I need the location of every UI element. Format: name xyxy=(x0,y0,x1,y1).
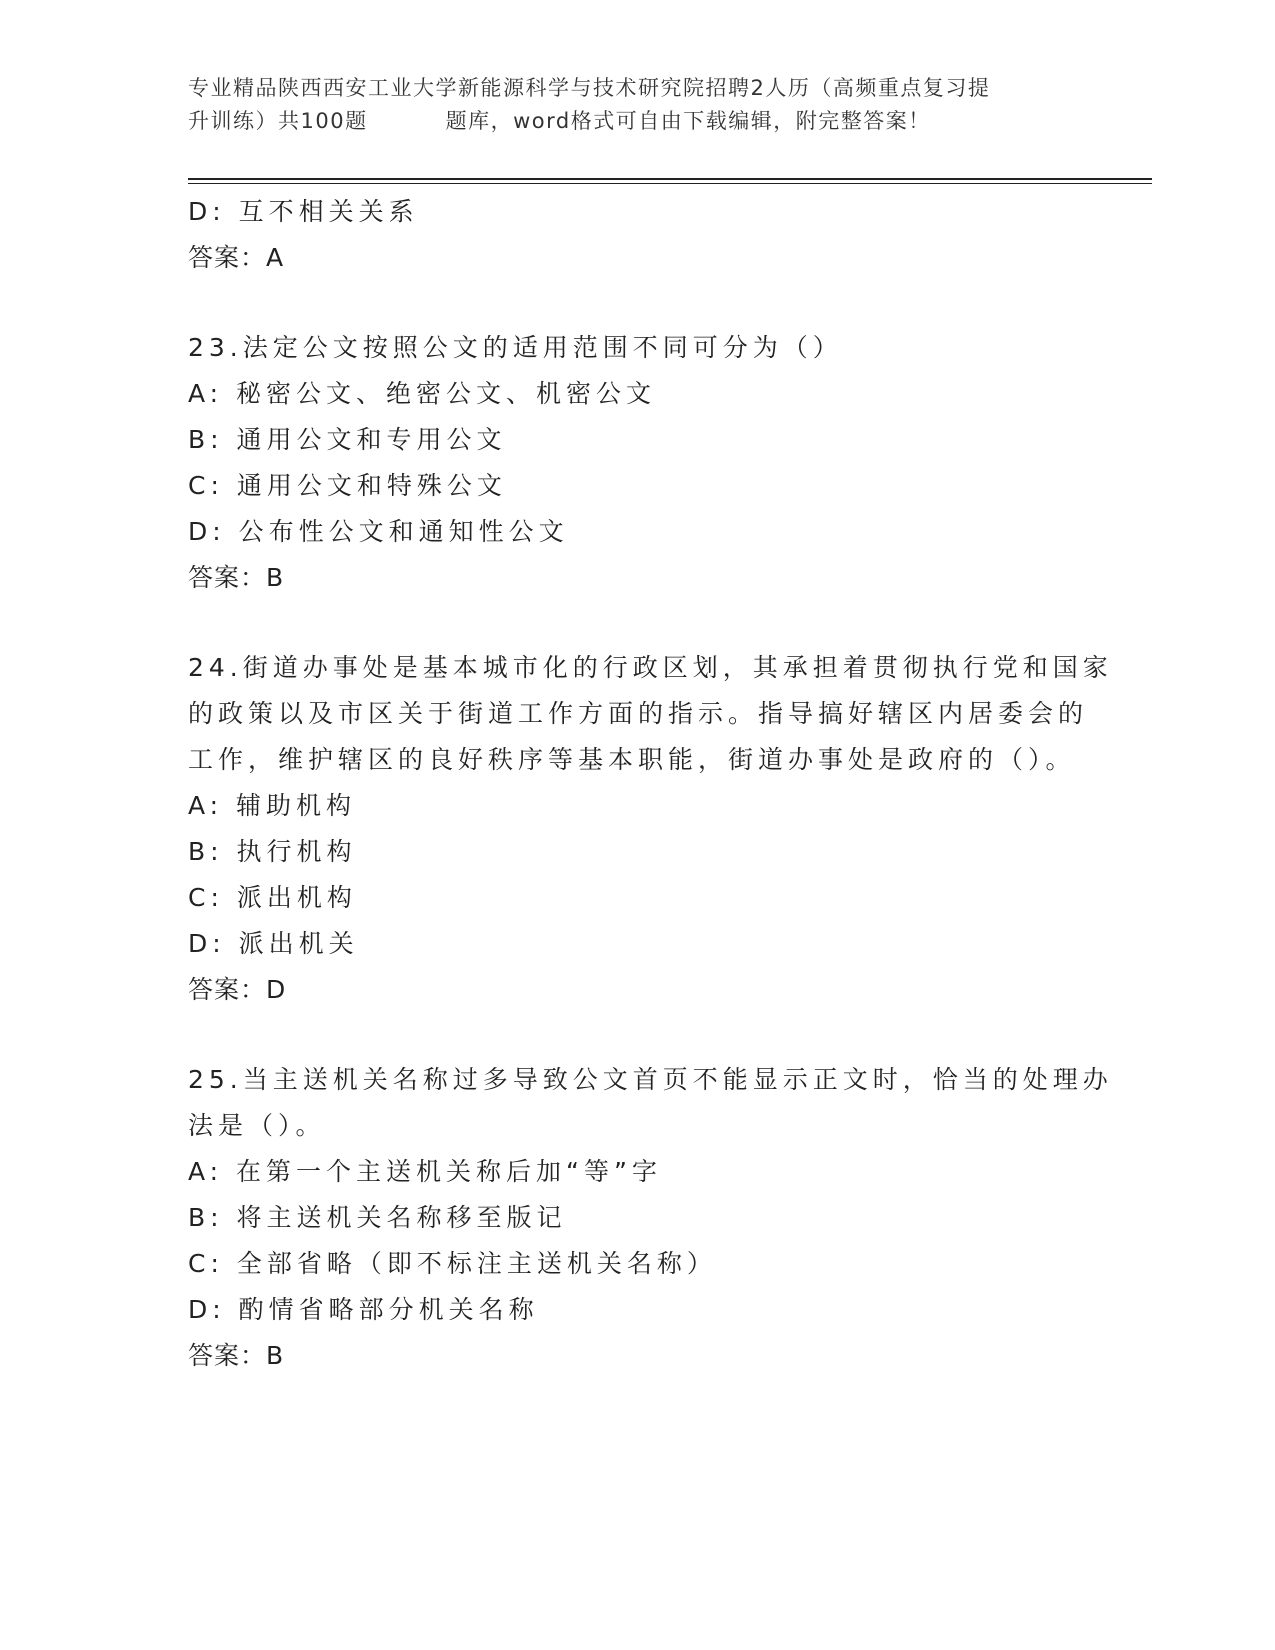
question-24 xyxy=(188,645,1113,1013)
question-stem-line: 25.当主送机关名称过多导致公文首页不能显示正文时，恰当的处理办 xyxy=(188,1065,1113,1094)
answer-line: 答案：D xyxy=(188,975,287,1004)
header-divider-thin xyxy=(188,183,1152,184)
question-stem-line: 的政策以及市区关于街道工作方面的指示。指导搞好辖区内居委会的 xyxy=(188,699,1089,728)
option-c: C: 派出机构 xyxy=(188,883,357,912)
answer-line: 答案：B xyxy=(188,1341,285,1370)
option-d: D: 互不相关关系 xyxy=(188,197,419,226)
header-line-1: 专业精品陕西西安工业大学新能源科学与技术研究院招聘2人历（高频重点复习提 xyxy=(188,76,991,100)
question-22-tail xyxy=(188,189,1088,281)
option-d: D: 酌情省略部分机关名称 xyxy=(188,1295,539,1324)
option-b: B: 将主送机关名称移至版记 xyxy=(188,1203,567,1232)
option-c: C: 全部省略（即不标注主送机关名称） xyxy=(188,1249,717,1278)
option-d: D: 派出机关 xyxy=(188,929,359,958)
option-b: B: 通用公文和专用公文 xyxy=(188,425,507,454)
question-stem-line: 工作，维护辖区的良好秩序等基本职能，街道办事处是政府的（）。 xyxy=(188,745,1076,774)
option-c: C: 通用公文和特殊公文 xyxy=(188,471,507,500)
question-stem-line: 24.街道办事处是基本城市化的行政区划，其承担着贯彻执行党和国家 xyxy=(188,653,1113,682)
option-a: A: 秘密公文、绝密公文、机密公文 xyxy=(188,379,657,408)
question-25 xyxy=(188,1057,1113,1379)
header-line-2-left: 升训练）共100题 xyxy=(188,109,368,133)
document-body xyxy=(188,189,1113,1379)
question-stem-line: 23.法定公文按照公文的适用范围不同可分为（） xyxy=(188,333,843,362)
header-line-2-right: 题库，word格式可自由下载编辑，附完整答案！ xyxy=(445,109,931,133)
header-divider-thick xyxy=(188,178,1152,180)
option-d: D: 公布性公文和通知性公文 xyxy=(188,517,569,546)
question-23 xyxy=(188,325,1088,601)
option-b: B: 执行机构 xyxy=(188,837,357,866)
document-header xyxy=(188,72,1088,138)
answer-line: 答案：B xyxy=(188,563,285,592)
header-line-2 xyxy=(188,105,1088,138)
option-a: A: 在第一个主送机关称后加“等”字 xyxy=(188,1157,662,1186)
answer-line: 答案：A xyxy=(188,243,285,272)
option-a: A: 辅助机构 xyxy=(188,791,357,820)
question-stem-line: 法是（）。 xyxy=(188,1111,326,1140)
